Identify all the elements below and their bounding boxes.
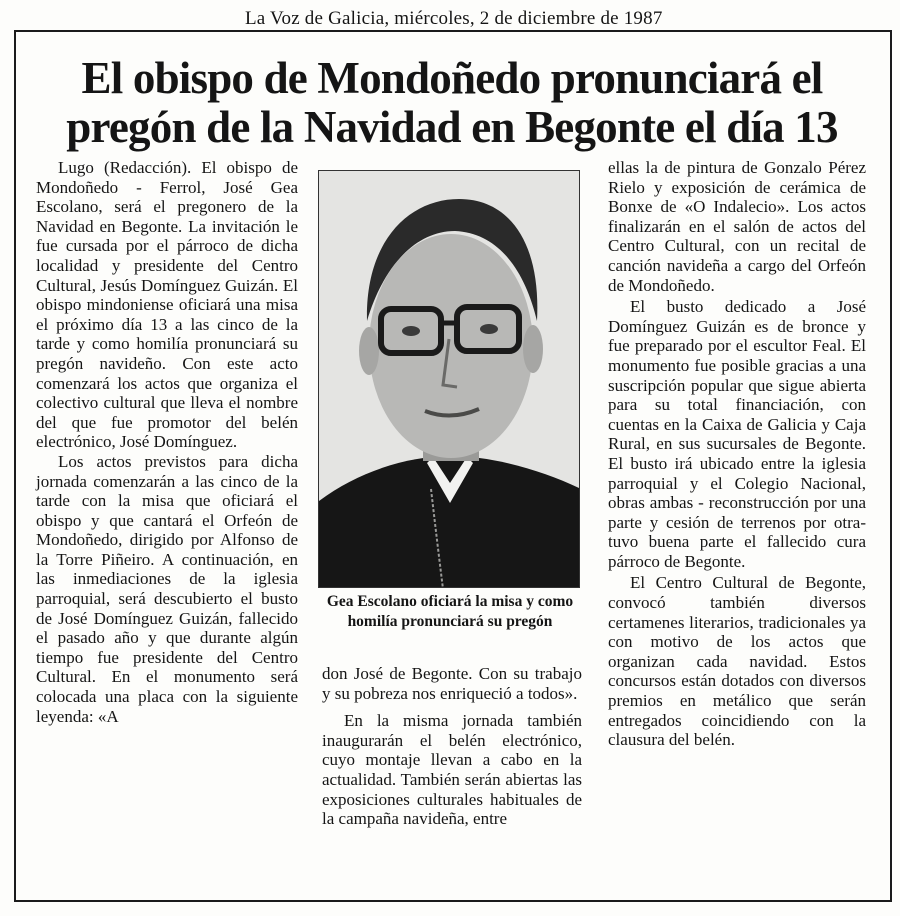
article-column-2 [322, 664, 582, 829]
photo-caption: Gea Escolano oficiará la misa y como homilía pronunciará su pregón [326, 593, 574, 630]
headline-line-2: pregón de la Navidad en Begonte el día 13 [66, 102, 838, 152]
paragraph: Lugo (Redacción). El obispo de Mondoñedo - Ferrol, José Gea Escolano, será el pregonero de la Navidad en Begonte. La invitación le fue cursada por el párroco de dicha localidad y presidente del Centro Cultural, Jesús Domínguez Guizán. El obispo mindoniense oficiará una misa el próximo día 13 a las cinco de la tarde y como homilía pronunciará su pregón navideño. Con este acto comenzará los actos que organiza el colectivo cultural que lleva el nombre del que fue promotor del belén electrónico, José Domínguez. [36, 158, 298, 452]
paragraph: El Centro Cultural de Begonte, convocó también diversos certamenes literarios, tradicionales ya con motivo de los actos que organizan cada navidad. Estos concursos están dotados con diversos premios en metálico que serán entregados coincidiendo con la clausura del belén. [608, 573, 866, 750]
headline [30, 54, 874, 152]
headline-line-1: El obispo de Mondoñedo pronunciará el [81, 53, 823, 103]
portrait-photo [318, 170, 580, 588]
paragraph: Los actos previstos para dicha jornada comenzarán a las cinco de la tarde con la misa que oficiará el obispo y que cantará el Orfeón de Mondoñedo, dirigido por Alfonso de la Torre Piñeiro. A continuación, en las inmediaciones de la iglesia parroquial, será descubierto el busto de José Domínguez Guizán, fallecido el pasado año y que durante algún tiempo fue presidente del Centro Cultural. En el monumento será colocada una placa con la siguiente leyenda: «A [36, 451, 298, 726]
masthead: La Voz de Galicia, miércoles, 2 de diciembre de 1987 [237, 8, 671, 30]
paragraph: don José de Begonte. Con su trabajo y su pobreza nos enriqueció a todos». [322, 664, 582, 703]
paragraph: El busto dedicado a José Domínguez Guizán es de bronce y fue preparado por el escultor Feal. El monumento fue posible gracias a una suscripción popular que sigue abierta para su total financiación, con cuentas en la Caixa de Galicia y Caja Rural, en sus sucursales de Begonte. El busto irá ubicado entre la iglesia parroquial y el Colegio Nacional, obras ambas - reconstrucción por una parte y cesión de terrenos por otra- tuvo buena parte el fallecido cura párroco de Begonte. [608, 297, 866, 571]
paragraph: En la misma jornada también inaugurarán el belén electrónico, cuyo montaje llevan a cabo en la actualidad. También serán abiertas las exposiciones culturales habituales de la campaña navideña, entre [322, 711, 582, 829]
article-column-3 [608, 158, 866, 750]
portrait-icon [319, 171, 580, 588]
article-column-1 [36, 158, 298, 726]
paragraph: ellas la de pintura de Gonzalo Pérez Rielo y exposición de cerámica de Bonxe de «O Indalecio». Los actos finalizarán en el salón de actos del Centro Cultural, con un recital de canción navideña a cargo del Orfeón de Mondoñedo. [608, 158, 866, 295]
